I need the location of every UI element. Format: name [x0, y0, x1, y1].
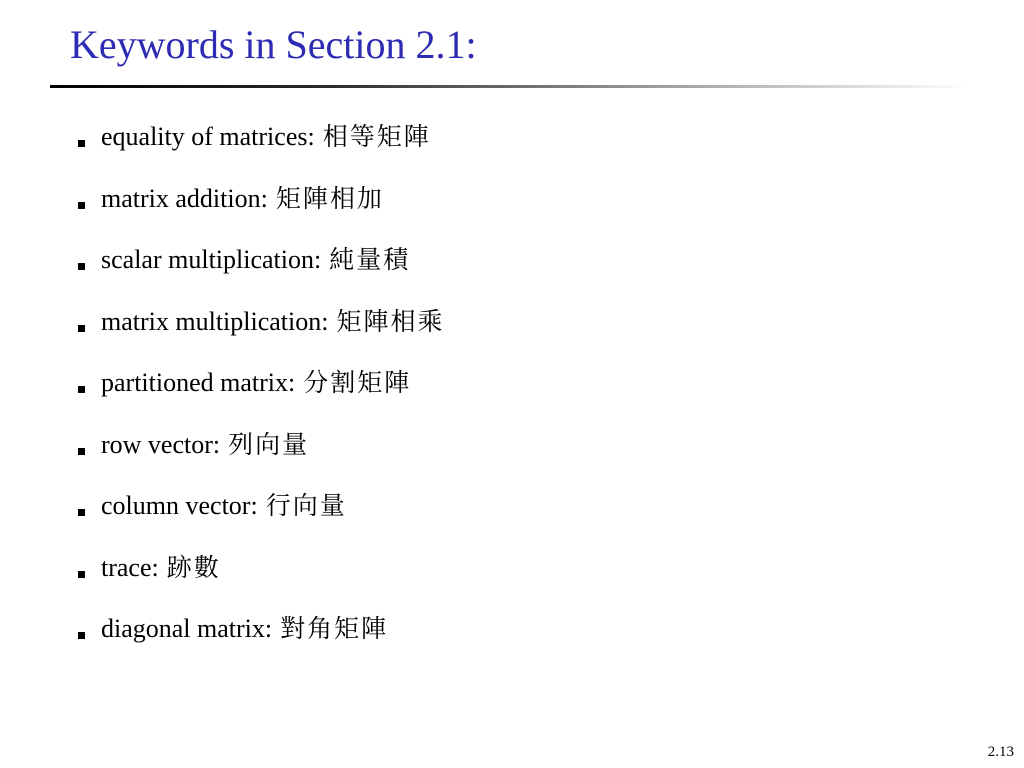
keyword-translation: 矩陣相乘: [336, 306, 445, 336]
keyword-item: [78, 178, 444, 240]
square-bullet-icon: [78, 140, 85, 147]
keyword-item: [78, 424, 444, 486]
keyword-translation: 行向量: [265, 491, 347, 520]
keyword-item: [78, 116, 444, 178]
square-bullet-icon: [78, 509, 85, 516]
page-number: 2.13: [987, 744, 1014, 760]
keyword-translation: 列向量: [228, 429, 310, 459]
slide-title: Keywords in Section 2.1:: [70, 22, 477, 67]
square-bullet-icon: [78, 448, 85, 455]
keyword-term: matrix addition:: [101, 183, 268, 213]
keyword-term: equality of matrices:: [101, 122, 315, 151]
keyword-item: [78, 301, 444, 363]
keyword-term: diagonal matrix:: [101, 614, 273, 643]
keyword-term: column vector:: [101, 491, 258, 520]
keyword-translation: 相等矩陣: [322, 122, 431, 151]
keyword-item: [78, 485, 444, 547]
square-bullet-icon: [78, 632, 85, 639]
keyword-term: matrix multiplication:: [101, 306, 329, 336]
keyword-term: row vector:: [101, 429, 221, 459]
square-bullet-icon: [78, 386, 85, 393]
keyword-term: partitioned matrix:: [101, 368, 296, 397]
square-bullet-icon: [78, 325, 85, 332]
keyword-translation: 對角矩陣: [280, 614, 389, 643]
square-bullet-icon: [78, 263, 85, 270]
keyword-list: [78, 116, 444, 670]
keyword-translation: 分割矩陣: [303, 368, 412, 397]
keyword-item: [78, 608, 444, 670]
keyword-item: [78, 239, 444, 301]
keyword-translation: 跡數: [166, 552, 221, 582]
square-bullet-icon: [78, 571, 85, 578]
keyword-translation: 純量積: [329, 245, 411, 274]
keyword-term: trace:: [101, 552, 159, 582]
keyword-translation: 矩陣相加: [275, 183, 384, 213]
keyword-item: [78, 362, 444, 424]
title-underline: [50, 85, 970, 88]
keyword-term: scalar multiplication:: [101, 245, 322, 274]
keyword-item: [78, 547, 444, 609]
square-bullet-icon: [78, 202, 85, 209]
